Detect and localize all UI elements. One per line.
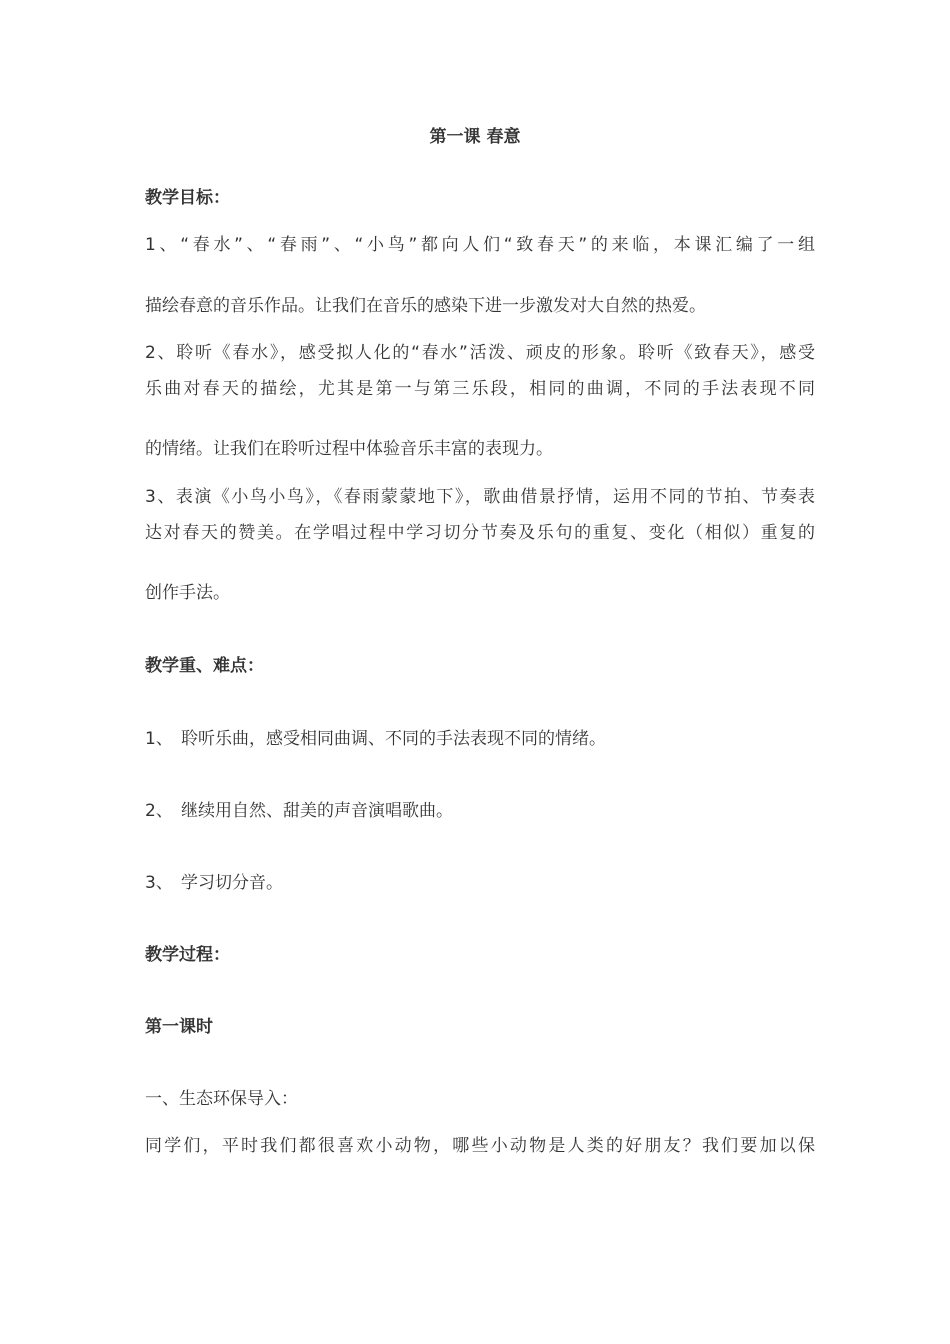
objective-3-line-1: 3、表演《小鸟小鸟》，《春雨蒙蒙地下》，歌曲借景抒情，运用不同的节拍、节奏表	[145, 487, 815, 507]
keypoint-item	[145, 800, 815, 822]
keypoint-number: 1、	[145, 729, 173, 749]
keypoint-item	[145, 728, 815, 750]
objective-3-line-3: 创作手法。	[145, 583, 230, 603]
objectives-heading: 教学目标：	[145, 188, 230, 208]
objective-2-line-1: 2、聆听《春水》，感受拟人化的“春水”活泼、顽皮的形象。聆听《致春天》，感受	[145, 343, 815, 363]
process-heading: 教学过程：	[145, 945, 230, 965]
keypoint-text: 继续用自然、甜美的声音演唱歌曲。	[181, 801, 453, 821]
keypoint-item	[145, 872, 815, 894]
objective-2-line-2: 乐曲对春天的描绘，尤其是第一与第三乐段，相同的曲调，不同的手法表现不同	[145, 379, 815, 399]
objective-3-line-2: 达对春天的赞美。在学唱过程中学习切分节奏及乐句的重复、变化（相似）重复的	[145, 523, 815, 543]
lesson-heading: 第一课时	[145, 1017, 213, 1037]
objective-1-line-2: 描绘春意的音乐作品。让我们在音乐的感染下进一步激发对大自然的热爱。	[145, 296, 706, 316]
keypoint-number: 2、	[145, 801, 173, 821]
objective-1-line-1: 1、“春水”、“春雨”、“小鸟”都向人们“致春天”的来临，本课汇编了一组	[145, 235, 815, 255]
keypoint-text: 聆听乐曲，感受相同曲调、不同的手法表现不同的情绪。	[181, 729, 606, 749]
keypoints-heading: 教学重、难点：	[145, 656, 264, 676]
objective-2-line-3: 的情绪。让我们在聆听过程中体验音乐丰富的表现力。	[145, 439, 553, 459]
document-title: 第一课 春意	[429, 127, 521, 147]
keypoint-number: 3、	[145, 873, 173, 893]
section-one-text: 同学们，平时我们都很喜欢小动物，哪些小动物是人类的好朋友？我们要加以保	[145, 1136, 815, 1156]
keypoint-text: 学习切分音。	[181, 873, 283, 893]
section-one-heading: 一、生态环保导入：	[145, 1089, 298, 1109]
